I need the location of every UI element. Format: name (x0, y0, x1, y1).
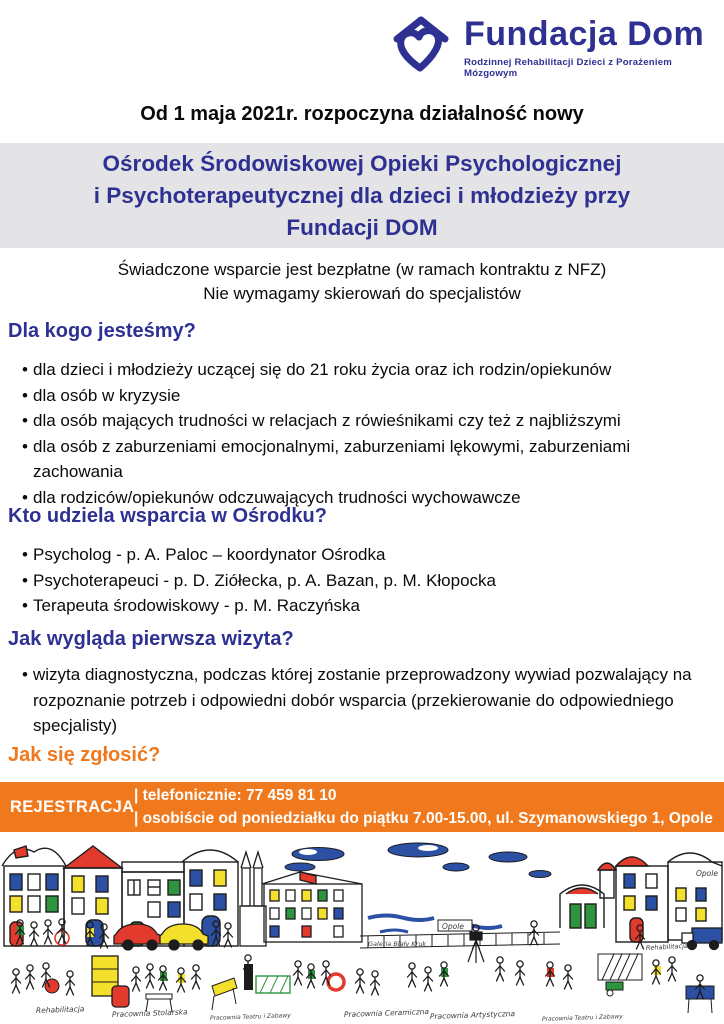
section-heading-how-to-register: Jak się zgłosić? (8, 744, 161, 766)
free-support-note (0, 258, 724, 306)
section-heading-first-visit: Jak wygląda pierwsza wizyta? (8, 628, 294, 650)
area-label: Rehabilitacja (645, 941, 689, 952)
section-heading-who-helps: Kto udziela wsparcia w Ośrodku? (8, 505, 327, 527)
registration-bar (0, 782, 724, 832)
registration-address: | osobiście od poniedziałku do piątku 7.00-15.00, ul. Szymanowskiego 1, Opole (134, 810, 713, 827)
registration-phone: | telefonicznie: 77 459 81 10 (134, 787, 337, 804)
logo-name: Fundacja Dom (464, 15, 705, 53)
building-label: Galeria Biały Kruk (368, 940, 427, 948)
list-item: • dla rodziców/opiekunów odczuwających trudności wychowawcze (22, 485, 694, 511)
area-label: Pracownia Artystyczna (429, 1009, 516, 1021)
for-whom-list (22, 357, 694, 510)
first-visit-list (22, 662, 694, 739)
title-line-1: Ośrodek Środowiskowej Opieki Psychologicznej (102, 150, 622, 176)
logo-subtitle: Rodzinnej Rehabilitacji Dzieci z Porażeniem Mózgowym (464, 57, 672, 79)
intro-line: Od 1 maja 2021r. rozpoczyna działalność nowy (140, 103, 584, 125)
list-item: • Terapeuta środowiskowy - p. M. Raczyńska (22, 593, 694, 619)
title-line-3: Fundacji DOM (286, 214, 438, 240)
area-label: Rehabilitacja (35, 1004, 85, 1015)
list-item: • dla osób w kryzysie (22, 383, 694, 409)
riverside-buildings (262, 872, 362, 942)
building-label: Opole (442, 922, 464, 931)
title-line-2: i Psychoterapeutycznej dla dzieci i młodzieży przy (93, 182, 631, 208)
building-label: Opole (696, 869, 718, 878)
city-illustration (0, 836, 724, 1024)
logo (390, 14, 724, 81)
list-item: • wizyta diagnostyczna, podczas której zostanie przeprowadzony wywiad pozwalający na rozpoznanie potrzeb i odpowiedni dobór wsparcia (przekierowanie do odpowiedniego specjalisty) (22, 662, 694, 739)
list-item: • dla osób mających trudności w relacjach z rówieśnikami czy też z najbliższymi (22, 408, 694, 434)
section-heading-for-whom: Dla kogo jesteśmy? (8, 320, 196, 342)
house-heart-logo-icon (390, 14, 452, 81)
title-band (0, 143, 724, 248)
area-label: Pracownia Ceramiczna (343, 1007, 430, 1019)
who-helps-list (22, 542, 694, 619)
blue-truck (682, 928, 722, 950)
registration-label: REJESTRACJA (10, 797, 135, 816)
cathedral-towers (240, 852, 266, 946)
list-item: • dla osób z zaburzeniami emocjonalnymi, zaburzeniami lękowymi, zaburzeniami zachowania (22, 434, 694, 485)
list-item: • dla dzieci i młodzieży uczącej się do 21 roku życia oraz ich rodzin/opiekunów (22, 357, 694, 383)
note-line-1: Świadczone wsparcie jest bezpłatne (w ramach kontraktu z NFZ) (117, 260, 607, 279)
area-label: Pracownia Teatru i Zabawy (541, 1013, 623, 1023)
list-item: • Psycholog - p. A. Paloc – koordynator Ośrodka (22, 542, 694, 568)
area-label: Pracownia Teatru i Zabawy (209, 1012, 291, 1022)
list-item: • Psychoterapeuci - p. D. Ziółecka, p. A. Bazan, p. M. Kłopocka (22, 568, 694, 594)
logo-text (464, 14, 724, 79)
note-line-2: Nie wymagamy skierowań do specjalistów (203, 284, 521, 303)
registration-details (134, 784, 713, 830)
area-label: Pracownia Stolarska (111, 1007, 188, 1019)
clouds (285, 843, 551, 878)
